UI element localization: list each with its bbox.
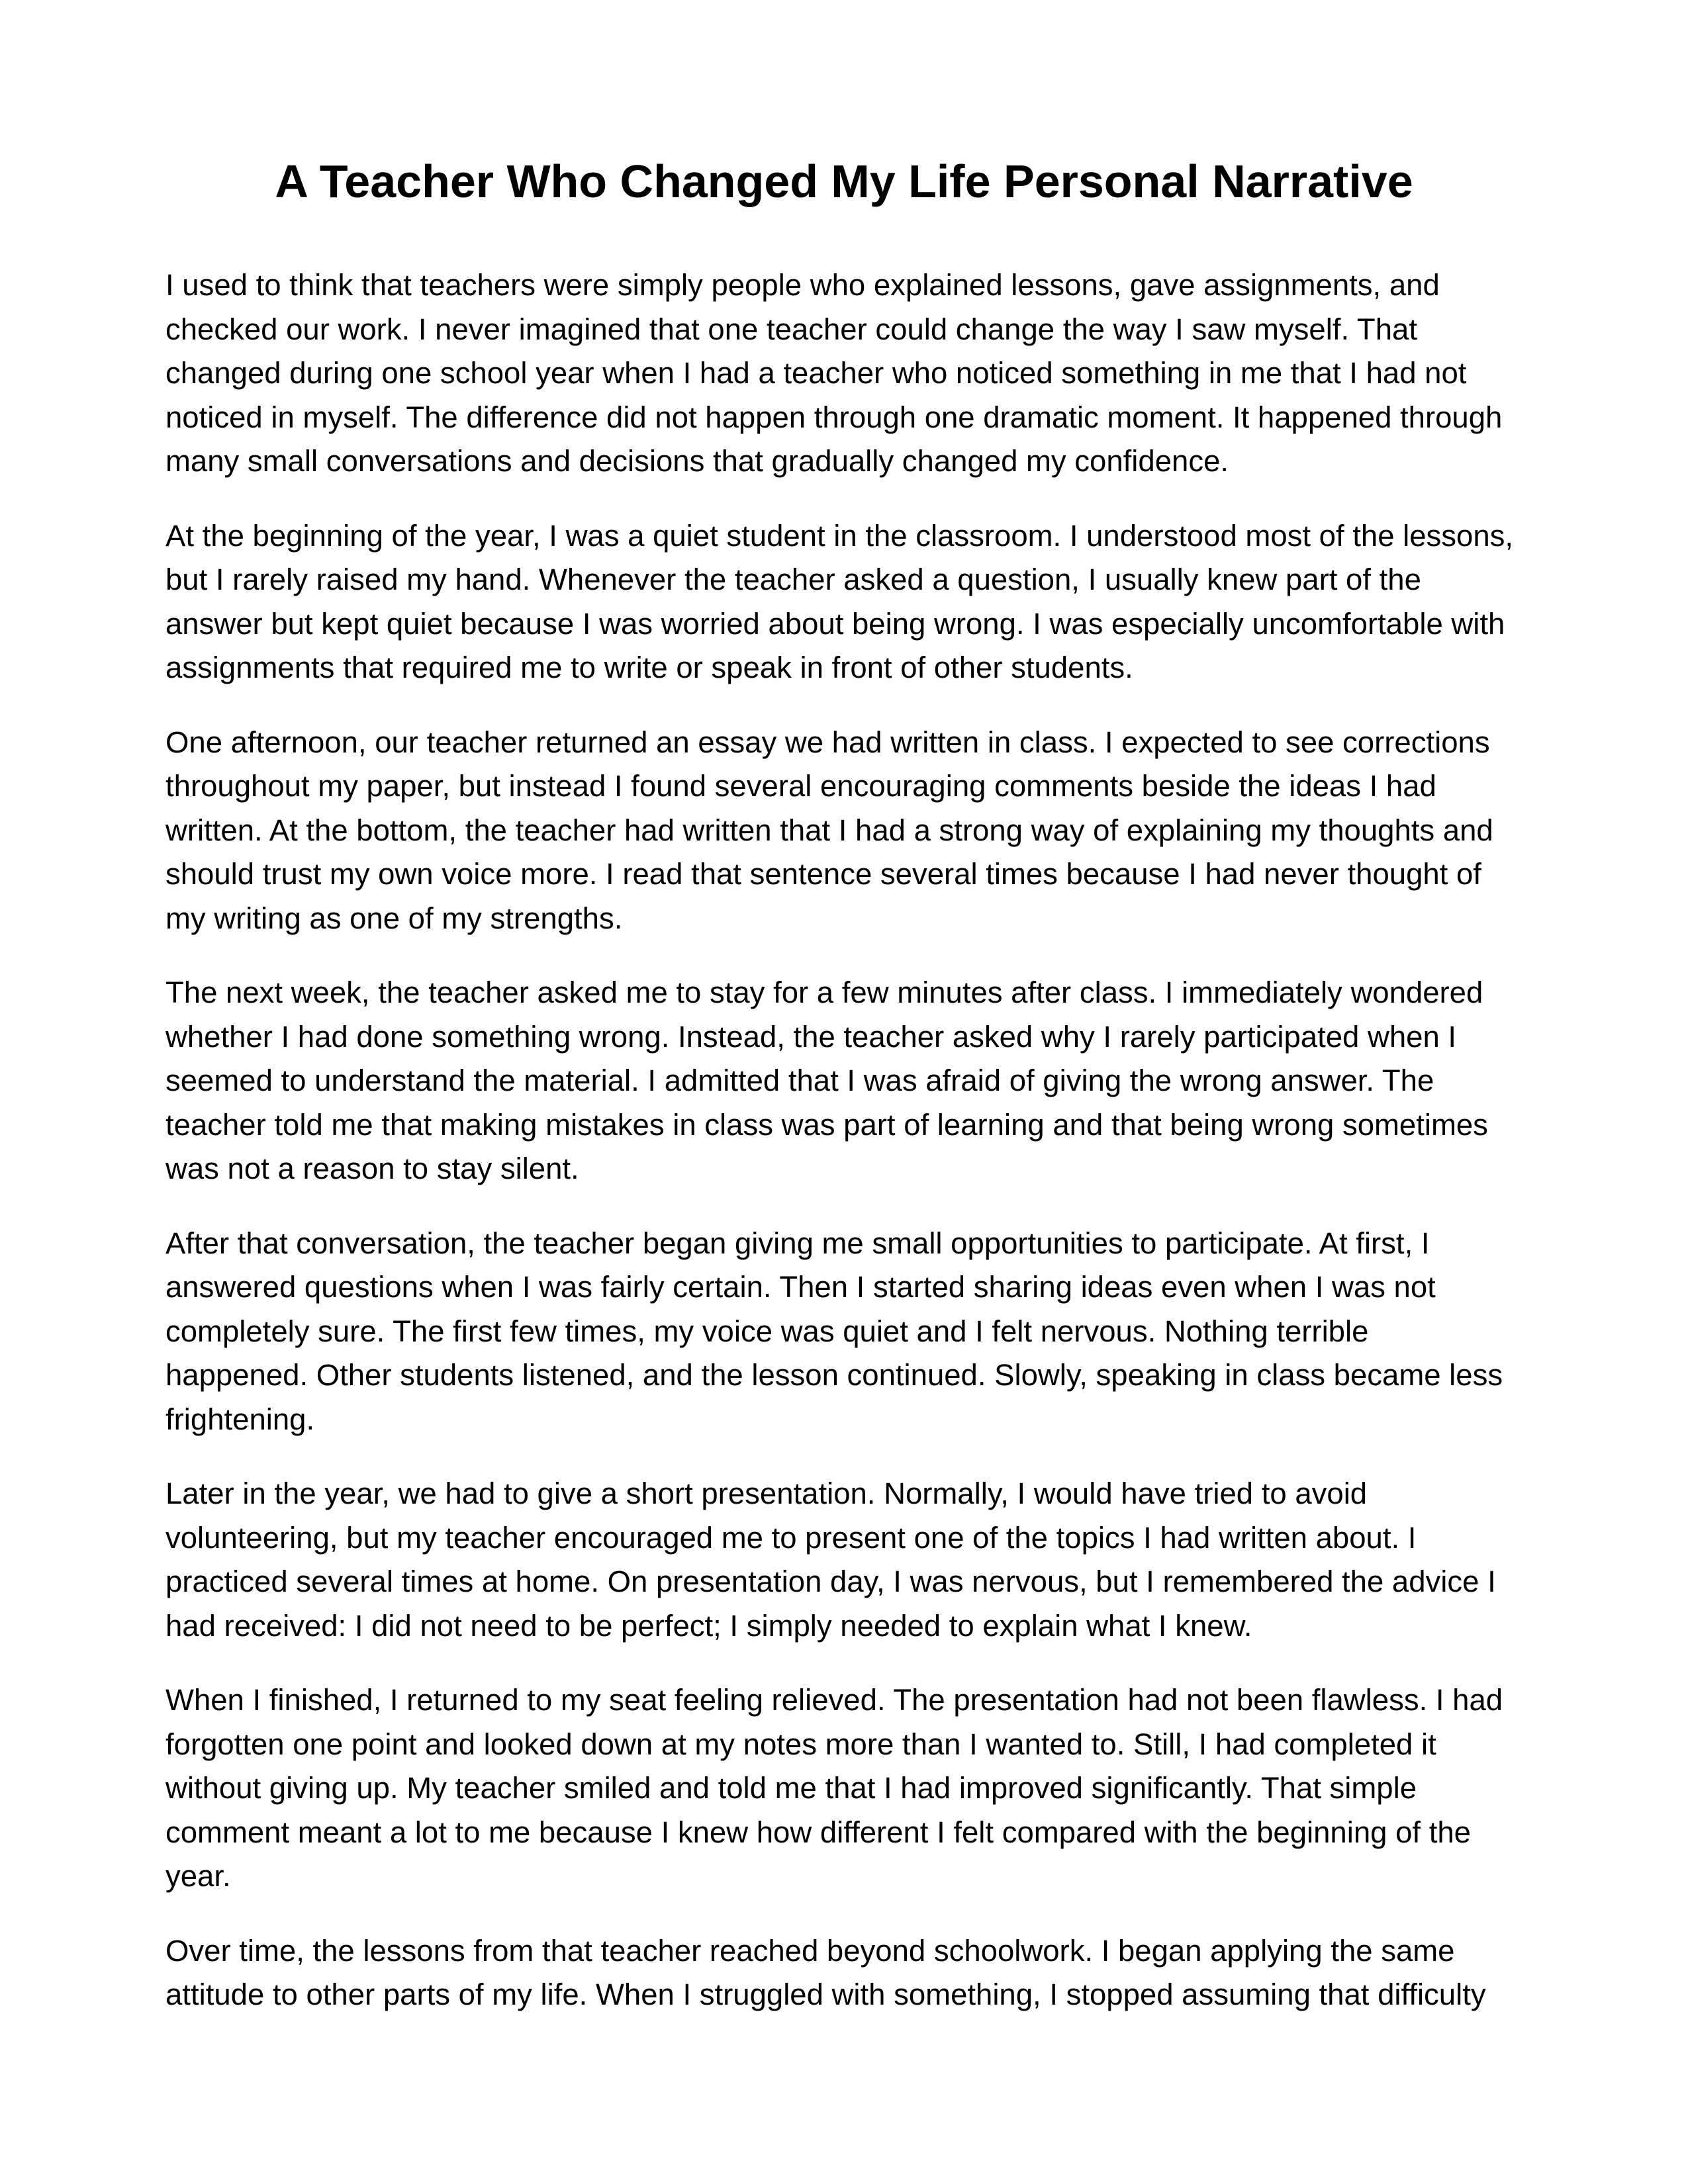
paragraph-line: When I finished, I returned to my seat feeling relieved. The presentation had not been flawless. I had	[165, 1683, 1503, 1717]
paragraph-line: forgotten one point and looked down at my notes more than I wanted to. Still, I had completed it	[165, 1727, 1436, 1761]
paragraph-line: year.	[165, 1859, 231, 1893]
paragraph	[165, 971, 1529, 1191]
page-title: A Teacher Who Changed My Life Personal Narrative	[275, 156, 1413, 207]
paragraph-line: Over time, the lessons from that teacher reached beyond schoolwork. I began applying the same	[165, 1933, 1455, 1968]
paragraph-line: One afternoon, our teacher returned an essay we had written in class. I expected to see corrections	[165, 725, 1490, 759]
paragraph	[165, 721, 1529, 941]
paragraph	[165, 514, 1529, 690]
paragraph-line: answered questions when I was fairly certain. Then I started sharing ideas even when I was not	[165, 1270, 1436, 1304]
paragraph-line: happened. Other students listened, and the lesson continued. Slowly, speaking in class became less	[165, 1358, 1503, 1392]
paragraph-line: volunteering, but my teacher encouraged me to present one of the topics I had written about. I	[165, 1520, 1417, 1555]
paragraph-line: many small conversations and decisions that gradually changed my confidence.	[165, 444, 1229, 478]
paragraph	[165, 1472, 1529, 1648]
paragraph-line: written. At the bottom, the teacher had written that I had a strong way of explaining my thoughts and	[165, 813, 1493, 847]
paragraph-line: whether I had done something wrong. Instead, the teacher asked why I rarely participated when I	[165, 1019, 1457, 1054]
paragraph-line: answer but kept quiet because I was worried about being wrong. I was especially uncomfortable with	[165, 606, 1505, 641]
paragraph-line: frightening.	[165, 1402, 315, 1436]
paragraph-line: teacher told me that making mistakes in class was part of learning and that being wrong sometimes	[165, 1107, 1488, 1142]
paragraph-line: changed during one school year when I had a teacher who noticed something in me that I had not	[165, 356, 1467, 390]
paragraph-line: noticed in myself. The difference did not happen through one dramatic moment. It happened through	[165, 400, 1503, 434]
paragraph-line: had received: I did not need to be perfect; I simply needed to explain what I knew.	[165, 1608, 1252, 1643]
paragraph-line: comment meant a lot to me because I knew how different I felt compared with the beginning of the	[165, 1815, 1471, 1849]
paragraph-line: seemed to understand the material. I admitted that I was afraid of giving the wrong answer. The	[165, 1064, 1434, 1097]
paragraph	[165, 1222, 1529, 1442]
paragraph-line: was not a reason to stay silent.	[165, 1152, 579, 1185]
paragraph-line: At the beginning of the year, I was a quiet student in the classroom. I understood most of the lessons,	[165, 518, 1514, 553]
paragraph	[165, 263, 1529, 484]
paragraph-line: but I rarely raised my hand. Whenever the teacher asked a question, I usually knew part of the	[165, 563, 1421, 596]
paragraph-line: practiced several times at home. On presentation day, I was nervous, but I remembered the advice I	[165, 1565, 1496, 1598]
paragraph	[165, 1929, 1529, 2017]
paragraph-line: throughout my paper, but instead I found several encouraging comments beside the ideas I had	[165, 769, 1436, 803]
paragraph-line: checked our work. I never imagined that one teacher could change the way I saw myself. That	[165, 312, 1417, 346]
paragraph-line: completely sure. The first few times, my voice was quiet and I felt nervous. Nothing terrible	[165, 1314, 1369, 1348]
paragraph-line: After that conversation, the teacher began giving me small opportunities to participate. At first, I	[165, 1226, 1430, 1260]
paragraph	[165, 1678, 1529, 1899]
paragraph-line: attitude to other parts of my life. When I struggled with something, I stopped assuming that difficulty	[165, 1978, 1486, 2011]
document-body	[165, 263, 1529, 2048]
paragraph-line: my writing as one of my strengths.	[165, 901, 623, 935]
paragraph-line: without giving up. My teacher smiled and told me that I had improved significantly. That simple	[165, 1771, 1417, 1805]
paragraph-line: should trust my own voice more. I read that sentence several times because I had never thought of	[165, 857, 1481, 891]
paragraph-line: assignments that required me to write or speak in front of other students.	[165, 651, 1133, 684]
paragraph-line: Later in the year, we had to give a short presentation. Normally, I would have tried to avoid	[165, 1477, 1368, 1510]
paragraph-line: I used to think that teachers were simply people who explained lessons, gave assignments, and	[165, 268, 1440, 302]
paragraph-line: The next week, the teacher asked me to stay for a few minutes after class. I immediately wondered	[165, 976, 1483, 1009]
